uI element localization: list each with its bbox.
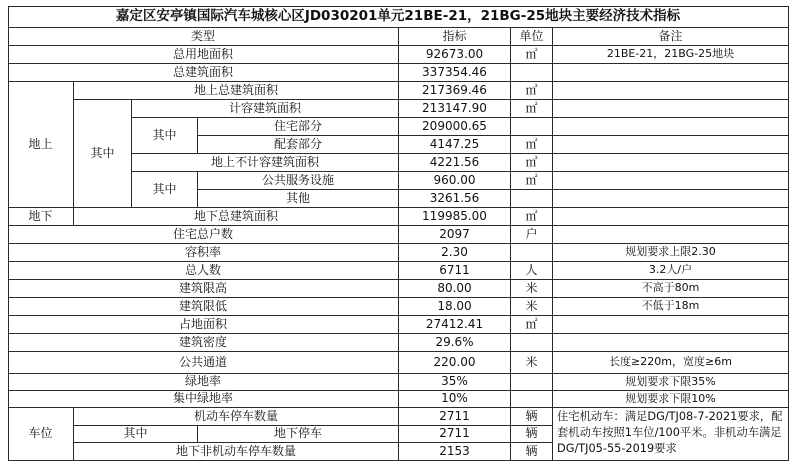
row-label: 总建筑面积 (8, 64, 399, 82)
row-unit: ㎡ (511, 136, 553, 154)
row-note (553, 64, 789, 82)
row-value: 119985.00 (399, 208, 511, 226)
row-label: 住宅总户数 (8, 226, 399, 244)
row-value: 80.00 (399, 280, 511, 298)
row-unit (511, 190, 553, 208)
row-note (553, 334, 789, 352)
row-unit: ㎡ (511, 100, 553, 118)
row-label: 总用地面积 (8, 46, 399, 64)
header-value: 指标 (399, 28, 511, 46)
header-note: 备注 (553, 28, 789, 46)
row-note (553, 82, 789, 100)
row-value: 6711 (399, 262, 511, 280)
row-value: 213147.90 (399, 100, 511, 118)
row-note: 不高于80m (553, 280, 789, 298)
parking-requirement-note: 住宅机动车：满足DG/TJ08-7-2021要求，配套机动车按照1车位/100平米。非机动车满足DG/TJ05-55-2019要求 (553, 408, 789, 461)
row-note (553, 226, 789, 244)
row-unit: ㎡ (511, 82, 553, 100)
row-value: 220.00 (399, 352, 511, 374)
subgroup-of-which: 其中 (132, 118, 198, 154)
row-unit: 人 (511, 262, 553, 280)
row-note: 不低于18m (553, 298, 789, 316)
row-unit (511, 118, 553, 136)
row-label: 机动车停车数量 (74, 408, 399, 426)
row-label: 地上总建筑面积 (74, 82, 399, 100)
table-title: 嘉定区安亭镇国际汽车城核心区JD030201单元21BE-21，21BG-25地块主要经济技术指标 (8, 6, 789, 28)
row-label: 计容建筑面积 (132, 100, 399, 118)
row-value: 2711 (399, 426, 511, 443)
header-type: 类型 (8, 28, 399, 46)
row-unit (511, 244, 553, 262)
row-label: 地下停车 (198, 426, 399, 443)
row-note (553, 172, 789, 190)
row-label: 占地面积 (8, 316, 399, 334)
row-unit (511, 334, 553, 352)
row-value: 337354.46 (399, 64, 511, 82)
row-unit: 辆 (511, 408, 553, 426)
row-label: 建筑密度 (8, 334, 399, 352)
group-below-ground: 地下 (8, 208, 74, 226)
row-note (553, 136, 789, 154)
row-value: 10% (399, 391, 511, 408)
row-value: 2153 (399, 443, 511, 461)
row-label: 地下非机动车停车数量 (74, 443, 399, 461)
row-label: 建筑限低 (8, 298, 399, 316)
row-unit: 米 (511, 298, 553, 316)
row-note: 规划要求下限35% (553, 374, 789, 391)
row-value: 217369.46 (399, 82, 511, 100)
row-value: 92673.00 (399, 46, 511, 64)
row-label: 地下总建筑面积 (74, 208, 399, 226)
row-value: 3261.56 (399, 190, 511, 208)
group-above-ground: 地上 (8, 82, 74, 208)
row-note (553, 154, 789, 172)
parking-of-which: 其中 (74, 426, 198, 443)
economic-indicator-table (8, 6, 789, 461)
row-label: 绿地率 (8, 374, 399, 391)
row-value: 960.00 (399, 172, 511, 190)
row-value: 209000.65 (399, 118, 511, 136)
row-value: 2097 (399, 226, 511, 244)
row-note: 3.2人/户 (553, 262, 789, 280)
row-value: 4221.56 (399, 154, 511, 172)
row-note (553, 100, 789, 118)
row-unit: ㎡ (511, 172, 553, 190)
row-value: 29.6% (399, 334, 511, 352)
row-label: 集中绿地率 (8, 391, 399, 408)
row-unit: ㎡ (511, 208, 553, 226)
row-unit: 户 (511, 226, 553, 244)
row-value: 2711 (399, 408, 511, 426)
row-unit: ㎡ (511, 154, 553, 172)
row-note (553, 190, 789, 208)
row-value: 35% (399, 374, 511, 391)
row-unit (511, 391, 553, 408)
row-label: 住宅部分 (198, 118, 399, 136)
row-unit: ㎡ (511, 316, 553, 334)
row-value: 18.00 (399, 298, 511, 316)
row-value: 2.30 (399, 244, 511, 262)
row-note: 规划要求上限2.30 (553, 244, 789, 262)
row-unit: 米 (511, 352, 553, 374)
row-label: 总人数 (8, 262, 399, 280)
row-note (553, 208, 789, 226)
row-note (553, 316, 789, 334)
row-unit: 辆 (511, 443, 553, 461)
row-note (553, 118, 789, 136)
row-unit: 米 (511, 280, 553, 298)
row-note: 21BE-21，21BG-25地块 (553, 46, 789, 64)
row-note: 规划要求下限10% (553, 391, 789, 408)
row-label: 建筑限高 (8, 280, 399, 298)
row-unit (511, 374, 553, 391)
group-parking: 车位 (8, 408, 74, 461)
row-label: 公共服务设施 (198, 172, 399, 190)
row-label: 地上不计容建筑面积 (132, 154, 399, 172)
row-value: 27412.41 (399, 316, 511, 334)
row-value: 4147.25 (399, 136, 511, 154)
row-note: 长度≥220m，宽度≥6m (553, 352, 789, 374)
group-of-which: 其中 (74, 100, 132, 208)
row-label: 配套部分 (198, 136, 399, 154)
subgroup-of-which: 其中 (132, 172, 198, 208)
row-label: 其他 (198, 190, 399, 208)
header-unit: 单位 (511, 28, 553, 46)
row-label: 容积率 (8, 244, 399, 262)
row-unit: ㎡ (511, 46, 553, 64)
row-unit (511, 64, 553, 82)
row-label: 公共通道 (8, 352, 399, 374)
row-unit: 辆 (511, 426, 553, 443)
